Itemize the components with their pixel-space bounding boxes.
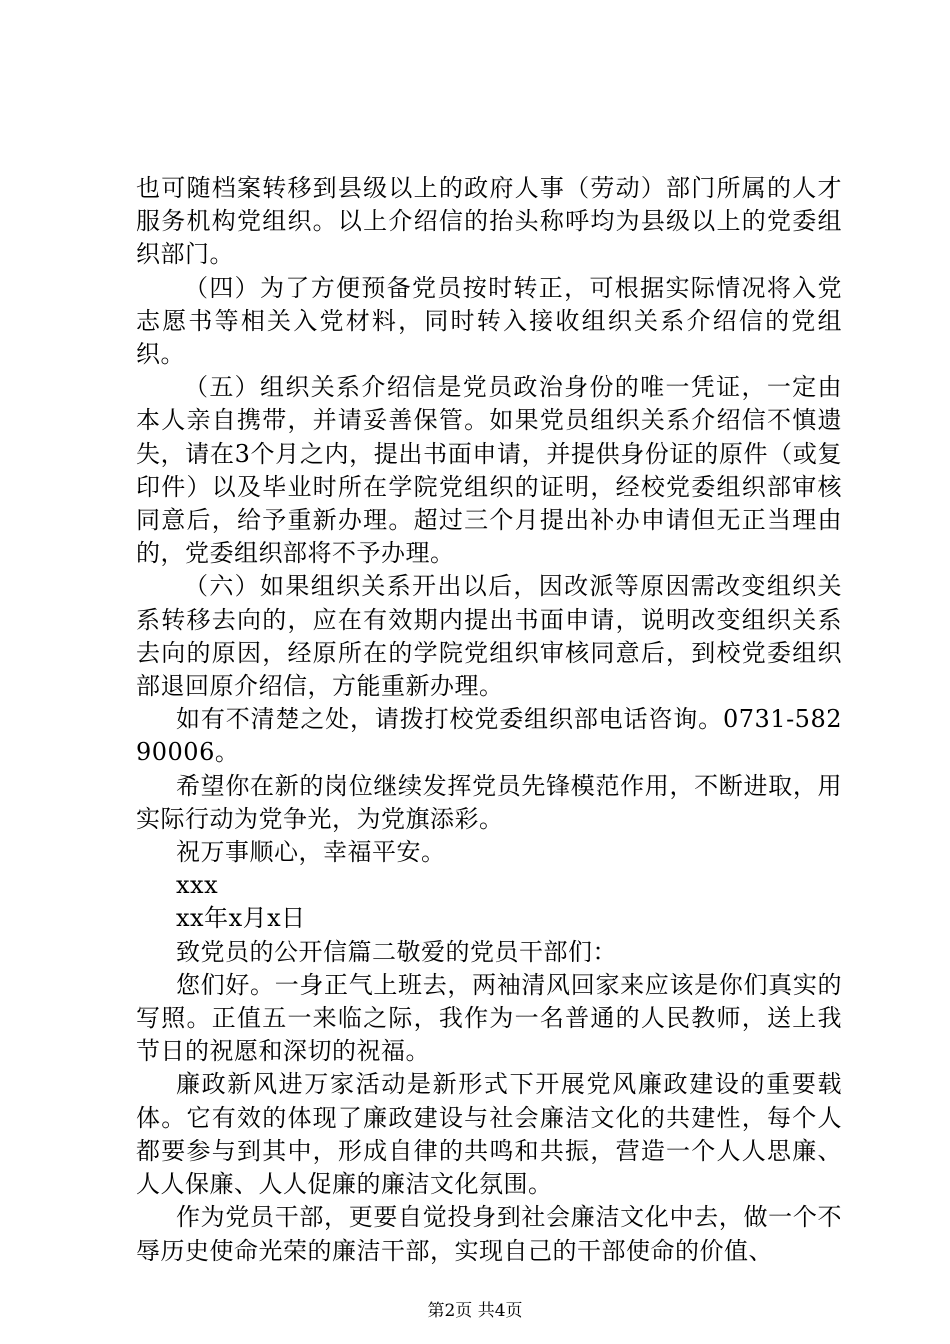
- paragraph-hope: 希望你在新的岗位继续发挥党员先锋模范作用，不断进取，用实际行动为党争光，为党旗添彩。: [136, 771, 842, 833]
- letter-two-heading: 致党员的公开信篇二敬爱的党员干部们：: [176, 937, 617, 966]
- document-body: [136, 172, 842, 1268]
- paragraph-item-six: （六）如果组织关系开出以后，因改派等原因需改变组织关系转移去向的，应在有效期内提出书面申请，说明改变组织关系去向的原因，经原所在的学院党组织审核同意后，到校党委组织部退回原介绍信，方能重新办理。: [136, 572, 842, 701]
- paragraph-greeting: 您们好。一身正气上班去，两袖清风回家来应该是你们真实的写照。正值五一来临之际，我作为一名普通的人民教师，送上我节日的祝愿和深切的祝福。: [136, 970, 842, 1066]
- paragraph-contact: 如有不清楚之处，请拨打校党委组织部电话咨询。0731-58290006。: [136, 705, 842, 767]
- paragraph-wishes: 祝万事顺心，幸福平安。: [176, 838, 446, 867]
- paragraph-campaign: 廉政新风进万家活动是新形式下开展党风廉政建设的重要载体。它有效的体现了廉政建设与社会廉洁文化的共建性，每个人都要参与到其中，形成自律的共鸣和共振，营造一个人人思廉、人人保廉、人人促廉的廉洁文化氛围。: [136, 1070, 842, 1199]
- paragraph-continuation: 也可随档案转移到县级以上的政府人事（劳动）部门所属的人才服务机构党组织。以上介绍信的抬头称呼均为县级以上的党委组织部门。: [136, 174, 842, 269]
- page-footer: 第2页 共4页: [427, 1301, 523, 1321]
- paragraph-cadre: 作为党员干部，更要自觉投身到社会廉洁文化中去，做一个不辱历史使命光荣的廉洁干部，实现自己的干部使命的价值、: [136, 1203, 842, 1265]
- paragraph-item-four: （四）为了方便预备党员按时转正，可根据实际情况将入党志愿书等相关入党材料，同时转入接收组织关系介绍信的党组织。: [136, 273, 842, 369]
- signature-date: xx年x月x日: [176, 904, 306, 933]
- paragraph-item-five: （五）组织关系介绍信是党员政治身份的唯一凭证，一定由本人亲自携带，并请妥善保管。如果党员组织关系介绍信不慎遗失，请在3个月之内，提出书面申请，并提供身份证的原件（或复印件）以及毕业时所在学院党组织的证明，经校党委组织部审核同意后，给予重新办理。超过三个月提出补办申请但无正当理由的，党委组织部将不予办理。: [136, 373, 842, 568]
- signature-name: xxx: [176, 871, 219, 900]
